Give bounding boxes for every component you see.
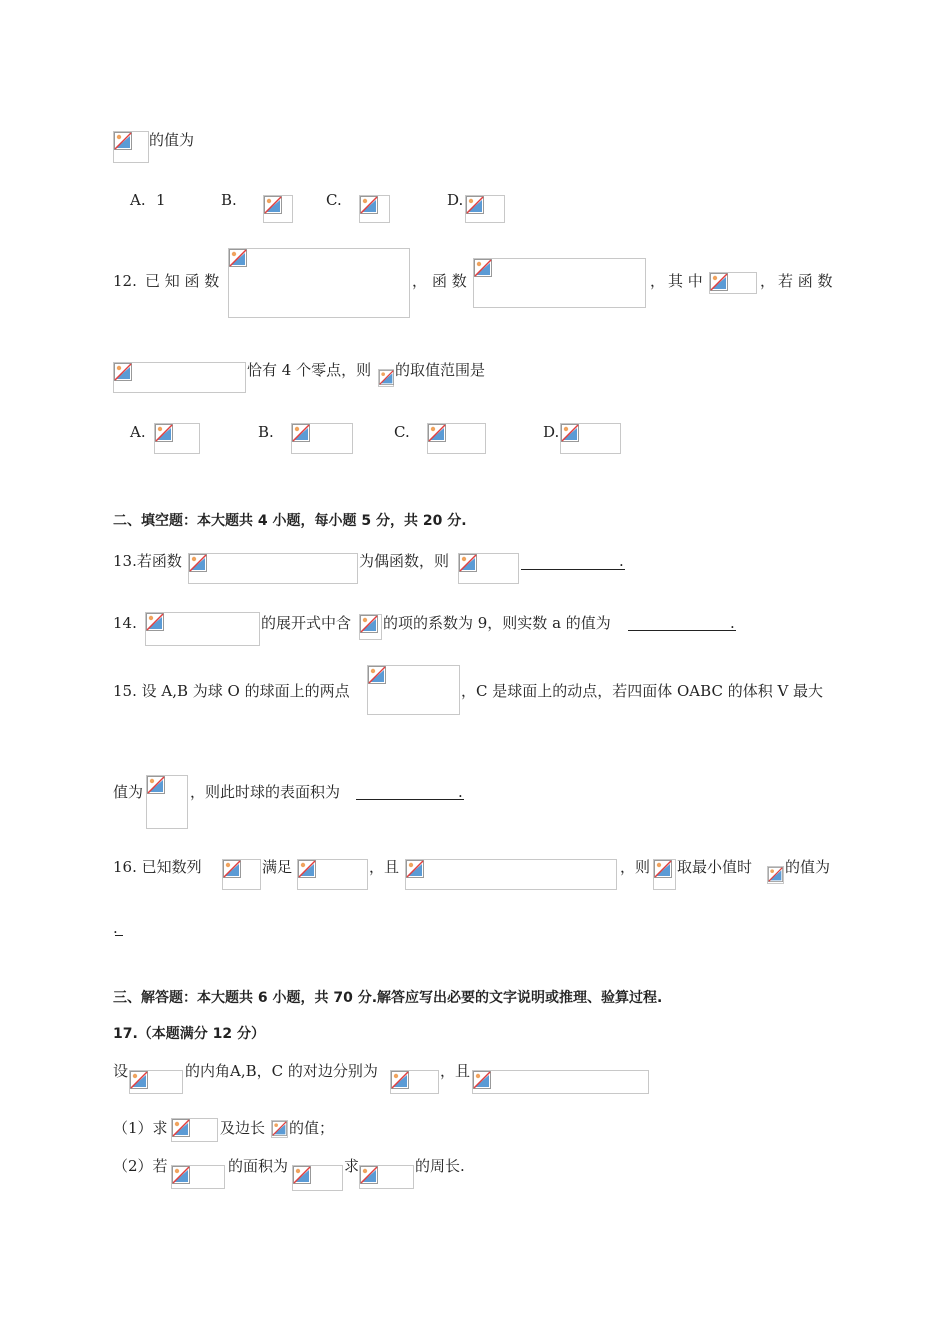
broken-image-icon (172, 1119, 190, 1137)
broken-image-icon (147, 776, 165, 794)
option-c-label: C. (394, 423, 410, 441)
formula-image (271, 1120, 288, 1138)
formula-image (263, 195, 293, 223)
option-a-value: 1 (156, 191, 166, 209)
formula-image (390, 1070, 439, 1094)
broken-image-icon (114, 132, 132, 150)
q17-part1: （1）求 (113, 1119, 168, 1137)
option-b-label: B. (258, 423, 274, 441)
answer-blank (628, 630, 736, 631)
formula-image (171, 1165, 225, 1189)
q12-line2: 恰有 4 个零点，则 (247, 361, 372, 379)
formula-image (427, 423, 486, 454)
q16-text: ，则 (620, 858, 651, 876)
q15-text: ，C 是球面上的动点，若四面体 OABC 的体积 V 最大 (461, 682, 824, 700)
formula-image (465, 195, 505, 223)
broken-image-icon (474, 259, 492, 277)
q17-part2: 的周长. (415, 1157, 465, 1175)
q16-text: 取最小值时 (677, 858, 753, 876)
option-c-label: C. (326, 191, 342, 209)
section-heading: 三、解答题：本大题共 6 小题，共 70 分.解答应写出必要的文字说明或推理、验算过程. (113, 990, 663, 1006)
option-d-label: D. (447, 191, 464, 209)
broken-image-icon (360, 615, 378, 633)
q17-part2: 的面积为 (228, 1157, 289, 1175)
formula-image (367, 665, 460, 715)
broken-image-icon (189, 554, 207, 572)
formula-image (560, 423, 621, 454)
broken-image-icon (406, 860, 424, 878)
q13-text: 13.若函数 (113, 552, 182, 570)
broken-image-icon (293, 1166, 311, 1184)
q12-text: 其 中 (668, 272, 703, 290)
option-b-label: B. (221, 191, 237, 209)
broken-image-icon (368, 666, 386, 684)
broken-image-icon (360, 196, 378, 214)
formula-image (113, 131, 149, 163)
formula-image (297, 859, 368, 890)
formula-image (146, 775, 188, 829)
q13-text: 为偶函数，则 (359, 552, 450, 570)
q16-text: ，且 (369, 858, 400, 876)
formula-image (359, 195, 390, 223)
q14-text: 的项的系数为 9，则实数 a 的值为 (383, 614, 611, 632)
q16-text: 满足 (262, 858, 293, 876)
formula-image (458, 553, 519, 584)
q15-end: . (458, 783, 463, 801)
broken-image-icon (130, 1071, 148, 1089)
q15-text: ，则此时球的表面积为 (190, 783, 341, 801)
formula-image (405, 859, 617, 890)
q16-text: 的值为 (785, 858, 831, 876)
q12-text: ， (650, 272, 666, 290)
formula-image (188, 553, 358, 584)
formula-image (359, 1165, 414, 1189)
broken-image-icon (391, 1071, 409, 1089)
q17-text: 设 (113, 1062, 129, 1080)
broken-image-icon (654, 860, 672, 878)
broken-image-icon (466, 196, 484, 214)
q14-text: 的展开式中含 (261, 614, 352, 632)
broken-image-icon (155, 424, 173, 442)
q16-end: . (113, 919, 118, 937)
formula-image (145, 612, 260, 646)
q16-text: 16. 已知数列 (113, 858, 202, 876)
broken-image-icon (710, 273, 728, 291)
formula-image (154, 423, 200, 454)
q14-end: . (730, 614, 735, 632)
broken-image-icon (223, 860, 241, 878)
q15-text: 15. 设 A,B 为球 O 的球面上的两点 (113, 682, 350, 700)
q17-text: ，且 (440, 1062, 471, 1080)
q15-text: 值为 (113, 783, 144, 801)
section-heading: 二、填空题：本大题共 4 小题，每小题 5 分，共 20 分. (113, 513, 467, 529)
q12-text: 函 数 (432, 272, 467, 290)
q12-text: 若 函 数 (778, 272, 833, 290)
formula-image (653, 859, 676, 890)
answer-blank (521, 569, 625, 570)
broken-image-icon (272, 1121, 287, 1136)
broken-image-icon (146, 613, 164, 631)
broken-image-icon (360, 1166, 378, 1184)
option-d-label: D. (543, 423, 560, 441)
formula-image (473, 258, 646, 308)
option-a-label: A. (130, 423, 146, 441)
q13-end: . (619, 552, 624, 570)
broken-image-icon (114, 363, 132, 381)
formula-image (472, 1070, 649, 1094)
broken-image-icon (561, 424, 579, 442)
q17-part1: 的值； (289, 1119, 335, 1137)
formula-image (222, 859, 261, 890)
broken-image-icon (379, 370, 394, 385)
broken-image-icon (768, 867, 783, 882)
formula-image (113, 362, 246, 393)
q12-line2: 的取值范围是 (395, 361, 486, 379)
formula-image (709, 272, 757, 294)
broken-image-icon (264, 196, 282, 214)
q12-number: 12. (113, 272, 137, 290)
formula-image (292, 1165, 343, 1191)
option-a-label: A. (130, 191, 146, 209)
formula-image (291, 423, 353, 454)
answer-blank (356, 799, 464, 800)
q12-text: ， (760, 272, 776, 290)
q17-part2: 求 (344, 1157, 360, 1175)
q17-title: 17.（本题满分 12 分） (113, 1026, 266, 1042)
broken-image-icon (229, 249, 247, 267)
broken-image-icon (459, 554, 477, 572)
q17-text: 的内角A,B，C 的对边分别为 (185, 1062, 378, 1080)
q12-text: ， (412, 272, 428, 290)
q14-text: 14. (113, 614, 137, 632)
broken-image-icon (172, 1166, 190, 1184)
q17-part1: 及边长 (220, 1119, 266, 1137)
broken-image-icon (428, 424, 446, 442)
broken-image-icon (298, 860, 316, 878)
q11-stem-tail: 的值为 (149, 131, 195, 149)
formula-image (378, 369, 394, 387)
formula-image (171, 1118, 218, 1142)
formula-image (767, 866, 784, 884)
formula-image (359, 614, 382, 640)
q17-part2: （2）若 (113, 1157, 168, 1175)
broken-image-icon (473, 1071, 491, 1089)
broken-image-icon (292, 424, 310, 442)
formula-image (129, 1070, 183, 1094)
q12-text: 已 知 函 数 (145, 272, 220, 290)
formula-image (228, 248, 410, 318)
